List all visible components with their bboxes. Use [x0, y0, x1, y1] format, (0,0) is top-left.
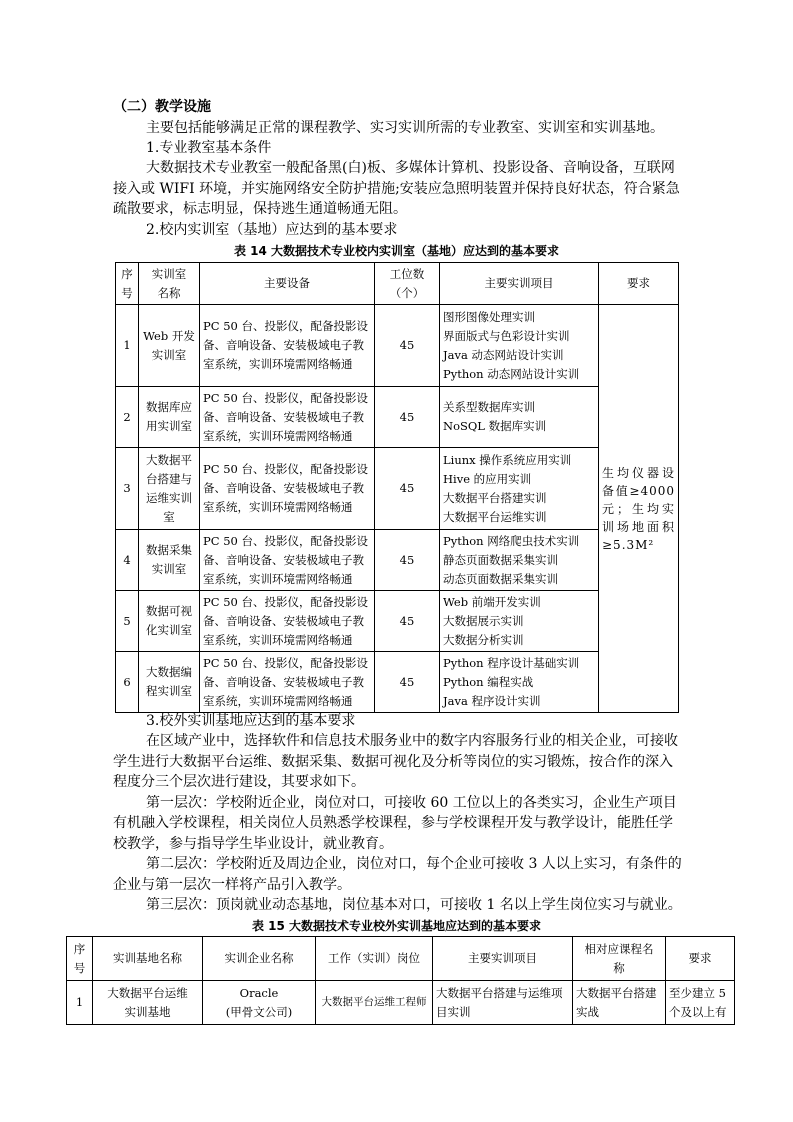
section-heading: （二）教学设施	[113, 99, 211, 115]
table-header-row	[67, 937, 735, 981]
row-equipment: PC 50 台、投影仪，配备投影设 备、音响设备、安装极域电子教 室系统，实训环境需网络畅通	[200, 652, 375, 713]
header-company: 实训企业名称	[203, 937, 316, 981]
table-row	[116, 591, 679, 652]
row-no: 5	[116, 591, 139, 652]
row-no: 4	[116, 530, 139, 591]
row-projects: 图形图像处理实训 界面版式与色彩设计实训 Java 动态网站设计实训 Python 动态网站设计实训	[440, 305, 599, 387]
table-15-caption: 表 15 大数据技术专业校外实训基地应达到的基本要求	[251, 919, 542, 933]
row-no: 1	[67, 981, 93, 1025]
header-base: 实训基地名称	[93, 937, 203, 981]
table-row	[116, 652, 679, 713]
header-room: 实训室 名称	[139, 263, 200, 305]
table-row	[116, 448, 679, 530]
row-stations: 45	[375, 591, 440, 652]
subsection-1-line: 接入或 WIFI 环境，并实施网络安全防护措施;安装应急照明装置并保持良好状态，符合紧急	[113, 181, 680, 197]
header-no: 序 号	[67, 937, 93, 981]
level-1-line: 有机融入学校课程，相关岗位人员熟悉学校课程，参与学校课程开发与教学设计，能胜任学	[113, 815, 673, 831]
section-3-para-line: 学生进行大数据平台运维、数据采集、数据可视化及分析等岗位的实习锻炼，按合作的深入	[113, 754, 673, 770]
row-no: 2	[116, 387, 139, 448]
header-course: 相对应课程名 称	[573, 937, 666, 981]
row-no: 3	[116, 448, 139, 530]
table-14-caption: 表 14 大数据技术专业校内实训室（基地）应达到的基本要求	[233, 244, 560, 258]
subsection-2-title: 2.校内实训室（基地）应达到的基本要求	[146, 222, 398, 238]
header-projects: 主要实训项目	[433, 937, 573, 981]
row-room: 数据采集 实训室	[139, 530, 200, 591]
level-3-line: 第三层次：顶岗就业动态基地，岗位基本对口，可接收 1 名以上学生岗位实习与就业。	[146, 897, 682, 913]
requirement-cell: 生均仪器设备值≥4000元；生均实训场地面积≥5.3M²	[599, 305, 679, 713]
header-requirement: 要求	[599, 263, 679, 305]
row-equipment: PC 50 台、投影仪，配备投影设 备、音响设备、安装极域电子教 室系统，实训环境需网络畅通	[200, 387, 375, 448]
subsection-1-line: 大数据技术专业教室一般配备黑(白)板、多媒体计算机、投影设备、音响设备，互联网	[146, 160, 675, 176]
table-row	[67, 981, 735, 1025]
table-14	[115, 262, 679, 713]
row-stations: 45	[375, 652, 440, 713]
table-row	[116, 530, 679, 591]
row-equipment: PC 50 台、投影仪，配备投影设 备、音响设备、安装极域电子教 室系统，实训环境需网络畅通	[200, 448, 375, 530]
row-room: 大数据平 台搭建与 运维实训 室	[139, 448, 200, 530]
subsection-1-title: 1.专业教室基本条件	[146, 140, 272, 156]
row-equipment: PC 50 台、投影仪，配备投影设 备、音响设备、安装极域电子教 室系统，实训环境需网络畅通	[200, 305, 375, 387]
row-requirement: 至少建立 5 个及以上有	[666, 981, 735, 1025]
level-1-line: 校教学，参与指导学生毕业设计，就业教育。	[113, 836, 393, 852]
header-no: 序 号	[116, 263, 139, 305]
row-equipment: PC 50 台、投影仪，配备投影设 备、音响设备、安装极域电子教 室系统，实训环境需网络畅通	[200, 530, 375, 591]
level-2-line: 第二层次：学校附近及周边企业，岗位对口，每个企业可接收 3 人以上实习，有条件的	[146, 856, 682, 872]
header-stations: 工位数 （个）	[375, 263, 440, 305]
section-3-title: 3.校外实训基地应达到的基本要求	[146, 713, 356, 729]
row-room: 大数据编 程实训室	[139, 652, 200, 713]
level-1-line: 第一层次：学校附近企业，岗位对口，可接收 60 工位以上的各类实习，企业生产项目	[146, 795, 677, 811]
row-stations: 45	[375, 530, 440, 591]
row-room: Web 开发 实训室	[139, 305, 200, 387]
row-no: 6	[116, 652, 139, 713]
row-projects: Web 前端开发实训 大数据展示实训 大数据分析实训	[440, 591, 599, 652]
row-projects: Python 网络爬虫技术实训 静态页面数据采集实训 动态页面数据采集实训	[440, 530, 599, 591]
row-stations: 45	[375, 387, 440, 448]
table-15	[66, 936, 735, 1025]
intro-paragraph: 主要包括能够满足正常的课程教学、实习实训所需的专业教室、实训室和实训基地。	[146, 120, 664, 136]
row-room: 数据库应 用实训室	[139, 387, 200, 448]
row-projects: Liunx 操作系统应用实训 Hive 的应用实训 大数据平台搭建实训 大数据平台运维实训	[440, 448, 599, 530]
header-equipment: 主要设备	[200, 263, 375, 305]
row-equipment: PC 50 台、投影仪，配备投影设 备、音响设备、安装极域电子教 室系统，实训环境需网络畅通	[200, 591, 375, 652]
header-projects: 主要实训项目	[440, 263, 599, 305]
header-requirement: 要求	[666, 937, 735, 981]
section-3-para-line: 程度分三个层次进行建设，其要求如下。	[113, 774, 365, 790]
row-base: 大数据平台运维 实训基地	[93, 981, 203, 1025]
table-row	[116, 305, 679, 387]
header-position: 工作（实训）岗位	[316, 937, 433, 981]
row-projects: Python 程序设计基础实训 Python 编程实战 Java 程序设计实训	[440, 652, 599, 713]
row-company: Oracle (甲骨文公司)	[203, 981, 316, 1025]
row-projects: 大数据平台搭建与运维项 目实训	[433, 981, 573, 1025]
table-header-row	[116, 263, 679, 305]
row-no: 1	[116, 305, 139, 387]
row-position: 大数据平台运维工程师	[316, 981, 433, 1025]
row-stations: 45	[375, 305, 440, 387]
subsection-1-line: 疏散要求，标志明显，保持逃生通道畅通无阻。	[113, 201, 407, 217]
level-2-line: 企业与第一层次一样将产品引入教学。	[113, 877, 351, 893]
table-row	[116, 387, 679, 448]
row-stations: 45	[375, 448, 440, 530]
row-room: 数据可视 化实训室	[139, 591, 200, 652]
row-projects: 关系型数据库实训 NoSQL 数据库实训	[440, 387, 599, 448]
row-course: 大数据平台搭建 实战	[573, 981, 666, 1025]
section-3-para-line: 在区域产业中，选择软件和信息技术服务业中的数字内容服务行业的相关企业，可接收	[146, 733, 678, 749]
